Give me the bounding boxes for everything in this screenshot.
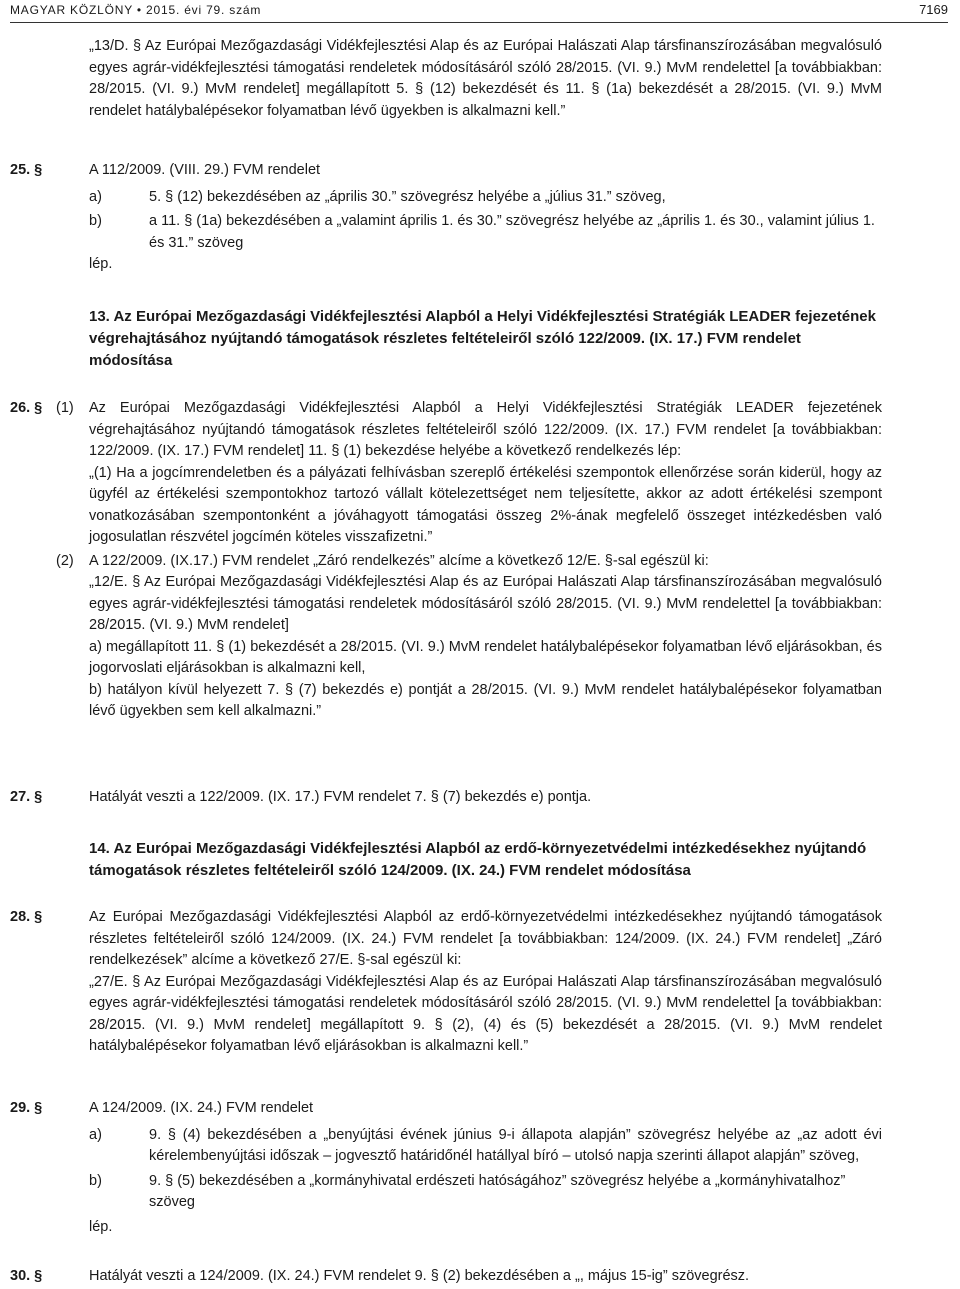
item-text: 9. § (4) bekezdésében a „benyújtási évének június 9-i állapota alapján” szövegrész helyébe az „az adott évi kérelembenyújtási időszak – jogvesztő határidőnél hatállyal bíró – utolsó napja szerinti állapot alapján” szöveg, <box>149 1126 882 1164</box>
section-number: 28. § <box>10 909 43 925</box>
item-label: b) <box>89 213 102 229</box>
section-title: A 124/2009. (IX. 24.) FVM rendelet <box>89 1100 314 1116</box>
journal-title: MAGYAR KÖZLÖNY • 2015. évi 79. szám <box>10 3 262 17</box>
list-item <box>89 187 882 209</box>
section-body <box>89 1266 882 1288</box>
quoted-provision: „(1) Ha a jogcímrendeletben és a pályázati felhívásban szereplő értékelési szempontok ellenőrzése során kiderül, hogy az ügyfél az értékelési szempontokhoz tartozó vállalt kötelezettséget nem teljesítette, akkor az adott értékelési szempont vonatkozásában szempontonként a jóváhagyott támogatási összeg 2%-ának megfelelő összeget intézkedésben való jogosulatlan részvétel jogcímén köteles visszafizetni.” <box>89 464 882 545</box>
list-item <box>89 211 882 254</box>
intro-text: „13/D. § Az Európai Mezőgazdasági Vidékfejlesztési Alap és az Európai Halászati Alap társfinanszírozásában megvalósuló egyes agrár-vidékfejlesztési támogatási rendeletek módosításáról szóló 28/2015. (VI. 9.) MvM rendelettel [a továbbiakban: 28/2015. (VI. 9.) MvM rendelet] megállapított 5. § (12) bekezdését és 11. § (1a) bekezdését a 28/2015. (VI. 9.) MvM rendelet hatálybalépésekor folyamatban lévő ügyekben is alkalmazni kell.” <box>89 38 882 119</box>
section-number: 30. § <box>10 1268 43 1284</box>
subsection-1 <box>56 398 882 549</box>
item-text: 5. § (12) bekezdésében az „április 30.” szövegrész helyébe a „július 31.” szöveg, <box>149 188 666 205</box>
section-closing: lép. <box>89 1218 113 1235</box>
section-body <box>89 160 882 276</box>
quoted-provision: „27/E. § Az Európai Mezőgazdasági Vidékfejlesztési Alap és az Európai Halászati Alap társfinanszírozásában megvalósuló egyes agrár-vidékfejlesztési támogatási rendeletek módosításáról szóló 28/2015. (VI. 9.) MvM rendelettel [a továbbiakban: 28/2015. (VI. 9.) MvM rendelet] megállapított 9. § (2), (4) és (5) bekezdését a 28/2015. (VI. 9.) MvM rendelet hatálybalépésekor folyamatban lévő eljárásokban is alkalmazni kell.” <box>89 973 882 1054</box>
intro-paragraph <box>89 36 882 122</box>
section-body <box>89 787 882 809</box>
quoted-point-a: a) megállapított 11. § (1) bekezdését a 28/2015. (VI. 9.) MvM rendelet hatálybalépésekor folyamatban lévő eljárásokban, és jogorvoslati eljárásokban is alkalmazni kell, <box>89 638 882 676</box>
section-number: 26. § <box>10 400 43 416</box>
section-body <box>56 398 882 723</box>
heading-14: 14. Az Európai Mezőgazdasági Vidékfejlesztési Alapból az erdő-környezetvédelmi intézkedésekhez nyújtandó támogatások részletes feltételeiről szóló 124/2009. (IX. 24.) FVM rendelet módosítása <box>89 840 867 879</box>
list-item <box>89 1125 882 1168</box>
item-text: a 11. § (1a) bekezdésében a „valamint április 1. és 30.” szövegrész helyébe az „április 1. és 30., valamint július 1. és 31.” szöveg <box>149 213 875 251</box>
subsection-text: A 122/2009. (IX.17.) FVM rendelet „Záró rendelkezés” alcíme a következő 12/E. §-sal egészül ki: <box>89 552 709 569</box>
item-label: a) <box>89 1126 102 1143</box>
section-body <box>89 1098 882 1238</box>
section-text: Hatályát veszti a 122/2009. (IX. 17.) FVM rendelet 7. § (7) bekezdés e) pontja. <box>89 789 592 805</box>
section-text: Hatályát veszti a 124/2009. (IX. 24.) FVM rendelet 9. § (2) bekezdésében a „, május 15-ig” szövegrész. <box>89 1268 750 1284</box>
section-number: 27. § <box>10 789 43 805</box>
section-closing: lép. <box>89 256 113 272</box>
subsection-number: (1) <box>56 400 74 416</box>
quoted-point-b: b) hatályon kívül helyezett 7. § (7) bekezdés e) pontját a 28/2015. (VI. 9.) MvM rendelet hatálybalépésekor folyamatban lévő ügyekben sem kell alkalmazni.” <box>89 681 882 719</box>
page-header <box>10 0 948 23</box>
subsection-2 <box>56 551 882 723</box>
quoted-provision: „12/E. § Az Európai Mezőgazdasági Vidékfejlesztési Alap és az Európai Halászati Alap társfinanszírozásában megvalósuló egyes agrár-vidékfejlesztési támogatási rendeletek módosításáról szóló 28/2015. (VI. 9.) MvM rendelettel [a továbbiakban: 28/2015. (VI. 9.) MvM rendelet] <box>89 574 882 633</box>
section-number: 29. § <box>10 1100 43 1116</box>
heading-13: 13. Az Európai Mezőgazdasági Vidékfejlesztési Alapból a Helyi Vidékfejlesztési Stratégiák LEADER fejezetének végrehajtásához nyújtandó támogatások részletes feltételeiről szóló 122/2009. (IX. 17.) FVM rendelet módosítása <box>89 308 876 369</box>
item-label: a) <box>89 188 102 205</box>
item-label: b) <box>89 1172 102 1189</box>
subsection-number: (2) <box>56 552 74 569</box>
section-number: 25. § <box>10 162 43 178</box>
section-text: Az Európai Mezőgazdasági Vidékfejlesztési Alapból az erdő-környezetvédelmi intézkedésekhez nyújtandó támogatások részletes feltételeiről szóló 124/2009. (IX. 24.) FVM rendelet [a továbbiakban: 124/2009. (IX. 24.) FVM rendelet] „Záró rendelkezések” alcíme a következő 27/E. §-sal egészül ki: <box>89 909 882 968</box>
list-item <box>89 1171 882 1214</box>
item-text: 9. § (5) bekezdésében a „kormányhivatal erdészeti hatóságához” szövegrész helyébe a „kormányhivatalhoz” szöveg <box>149 1172 846 1210</box>
subsection-text: Az Európai Mezőgazdasági Vidékfejlesztési Alapból a Helyi Vidékfejlesztési Stratégiák LEADER fejezetének végrehajtásához nyújtandó támogatások részletes feltételeiről szóló 122/2009. (IX. 17.) FVM rendelet [a továbbiakban: 122/2009. (IX. 17.) FVM rendelet] 11. § (1) bekezdése helyébe a következő rendelkezés lép: <box>89 400 882 459</box>
page-number: 7169 <box>919 2 948 17</box>
section-title: A 112/2009. (VIII. 29.) FVM rendelet <box>89 162 321 178</box>
section-body <box>89 907 882 1058</box>
